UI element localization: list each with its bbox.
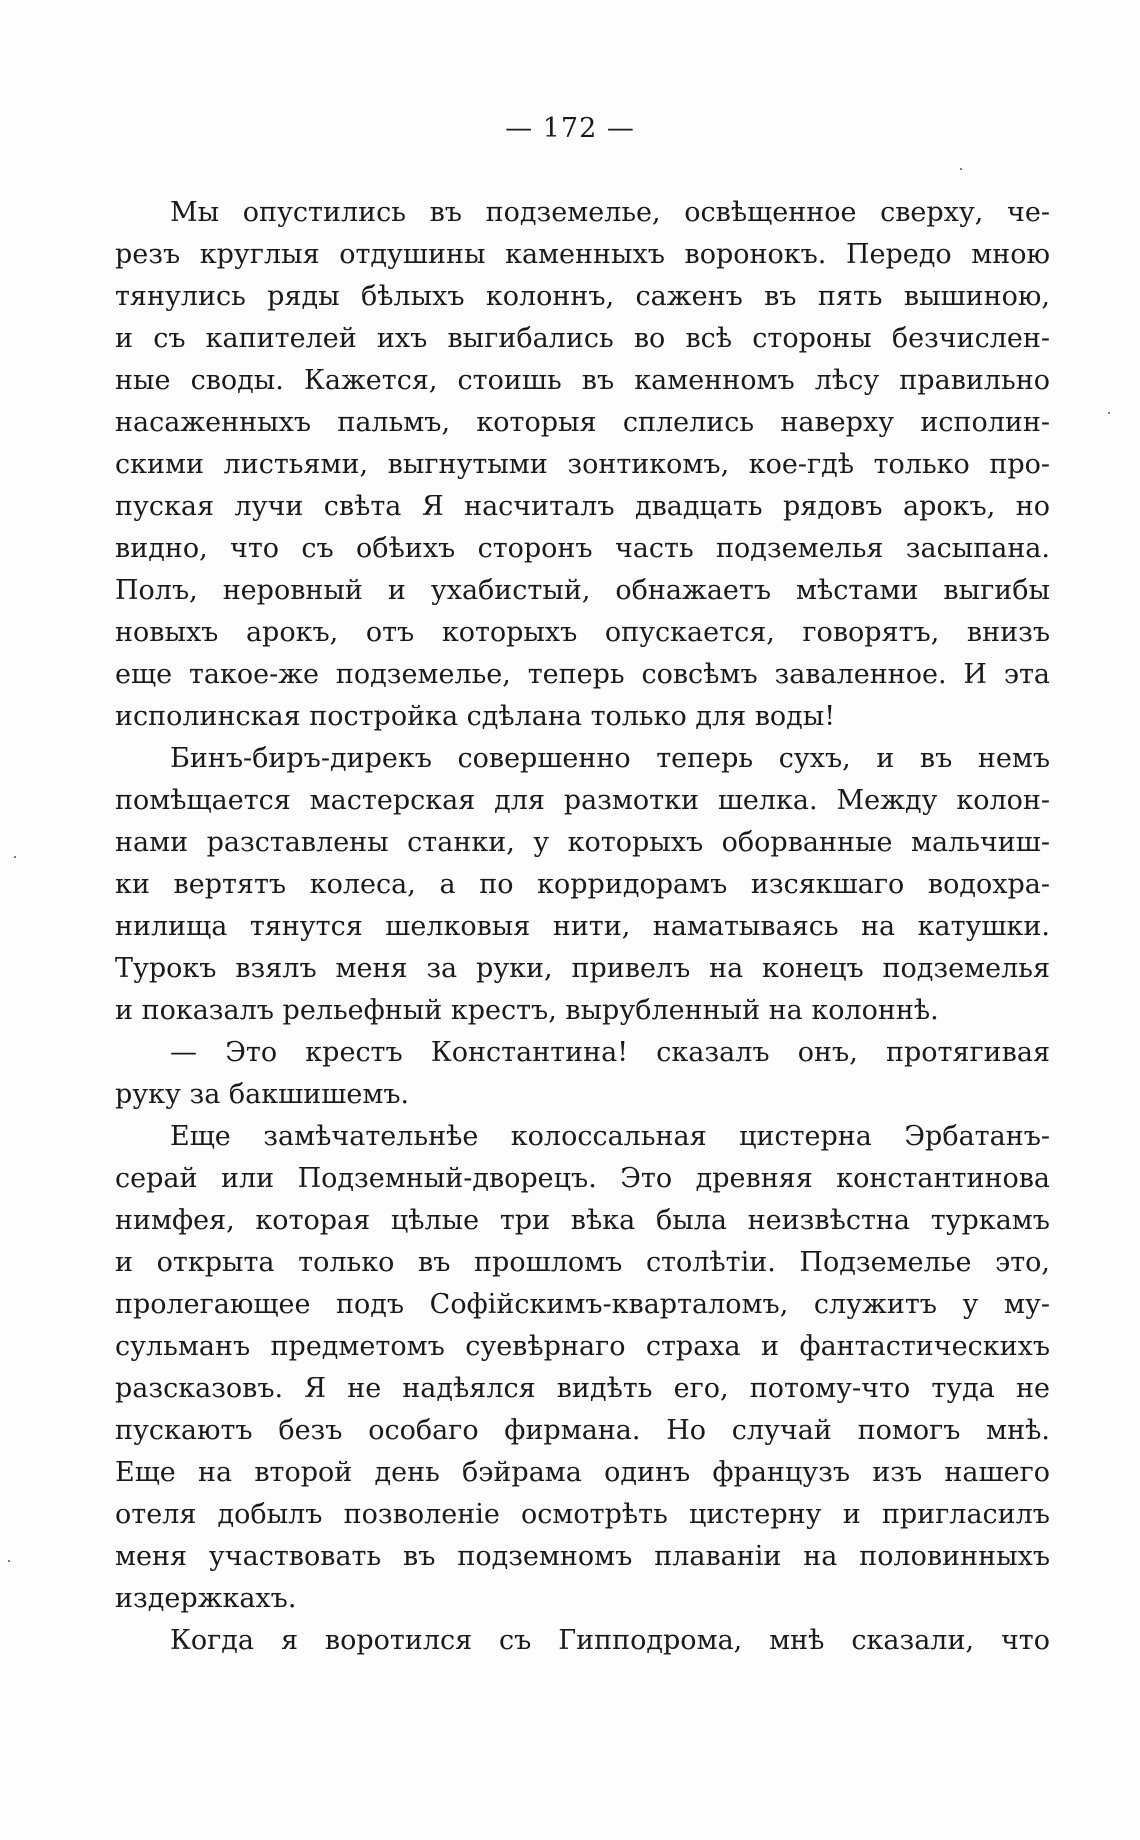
- paper-speck: [1108, 412, 1110, 414]
- text-line: помѣщается мастерская для размотки шелка. Между колон-: [115, 785, 1050, 816]
- text-line: ные своды. Кажется, стоишь въ каменномъ лѣсу правильно: [115, 365, 1050, 396]
- text-line: руку за бакшишемъ.: [115, 1079, 410, 1110]
- text-line: новыхъ арокъ, отъ которыхъ опускается, говорятъ, внизъ: [115, 617, 1050, 648]
- text-line: нами разставлены станки, у которыхъ оборванные мальчиш-: [115, 827, 1050, 858]
- text-line: пролегающее подъ Софійскимъ-кварталомъ, служитъ у му-: [115, 1289, 1050, 1320]
- text-line: Полъ, неровный и ухабистый, обнажаетъ мѣстами выгибы: [115, 575, 1050, 606]
- text-line: Еще на второй день бэйрама одинъ французъ изъ нашего: [115, 1457, 1050, 1488]
- text-line: ки вертятъ колеса, а по корридорамъ изсякшаго водохра-: [115, 869, 1050, 900]
- page-text: [115, 192, 1050, 1662]
- text-line: и открыта только въ прошломъ столѣтіи. Подземелье это,: [115, 1247, 1050, 1278]
- text-line: резъ круглыя отдушины каменныхъ воронокъ. Передо мною: [115, 239, 1050, 270]
- page-number: — 172 —: [505, 113, 635, 144]
- text-line: серай или Подземный-дворецъ. Это древняя константинова: [115, 1163, 1050, 1194]
- text-line: — Это крестъ Константина! сказалъ онъ, протягивая: [170, 1037, 1050, 1068]
- text-line: издержкахъ.: [115, 1583, 297, 1614]
- text-line: сульманъ предметомъ суевѣрнаго страха и фантастическихъ: [115, 1331, 1050, 1362]
- text-line: Когда я воротился съ Гипподрома, мнѣ сказали, что: [170, 1625, 1050, 1656]
- paper-speck: [14, 856, 16, 858]
- text-line: отеля добылъ позволеніе осмотрѣть цистерну и пригласилъ: [115, 1499, 1050, 1530]
- text-line: Мы опустились въ подземелье, освѣщенное сверху, че-: [170, 197, 1050, 228]
- text-line: тянулись ряды бѣлыхъ колоннъ, саженъ въ пять вышиною,: [115, 281, 1050, 312]
- text-line: пуская лучи свѣта Я насчиталъ двадцать рядовъ арокъ, но: [115, 491, 1050, 522]
- text-line: и съ капителей ихъ выгибались во всѣ стороны безчислен-: [115, 323, 1050, 354]
- paper-speck: [960, 168, 962, 170]
- text-line: Еще замѣчательнѣе колоссальная цистерна Эрбатанъ-: [170, 1121, 1050, 1152]
- text-line: пускаютъ безъ особаго фирмана. Но случай помогъ мнѣ.: [115, 1415, 1050, 1446]
- paper-speck: [8, 1560, 10, 1562]
- text-line: Турокъ взялъ меня за руки, привелъ на конецъ подземелья: [115, 953, 1050, 984]
- text-line: нимфея, которая цѣлые три вѣка была неизвѣстна туркамъ: [115, 1205, 1050, 1236]
- text-line: видно, что съ обѣихъ сторонъ часть подземелья засыпана.: [115, 533, 1050, 564]
- text-line: меня участвовать въ подземномъ плаваніи на половинныхъ: [115, 1541, 1050, 1572]
- text-line: скими листьями, выгнутыми зонтикомъ, кое-гдѣ только про-: [115, 449, 1050, 480]
- text-line: нилища тянутся шелковыя нити, наматываясь на катушки.: [115, 911, 1050, 942]
- text-line: Бинъ-биръ-дирекъ совершенно теперь сухъ, и въ немъ: [170, 743, 1050, 774]
- text-line: исполинская постройка сдѣлана только для воды!: [115, 701, 836, 732]
- text-line: насаженныхъ пальмъ, которыя сплелись наверху исполин-: [115, 407, 1050, 438]
- text-line: и показалъ рельефный крестъ, вырубленный на колоннѣ.: [115, 995, 939, 1026]
- text-line: разсказовъ. Я не надѣялся видѣть его, потому-что туда не: [115, 1373, 1050, 1404]
- text-line: еще такое-же подземелье, теперь совсѣмъ заваленное. И эта: [115, 659, 1050, 690]
